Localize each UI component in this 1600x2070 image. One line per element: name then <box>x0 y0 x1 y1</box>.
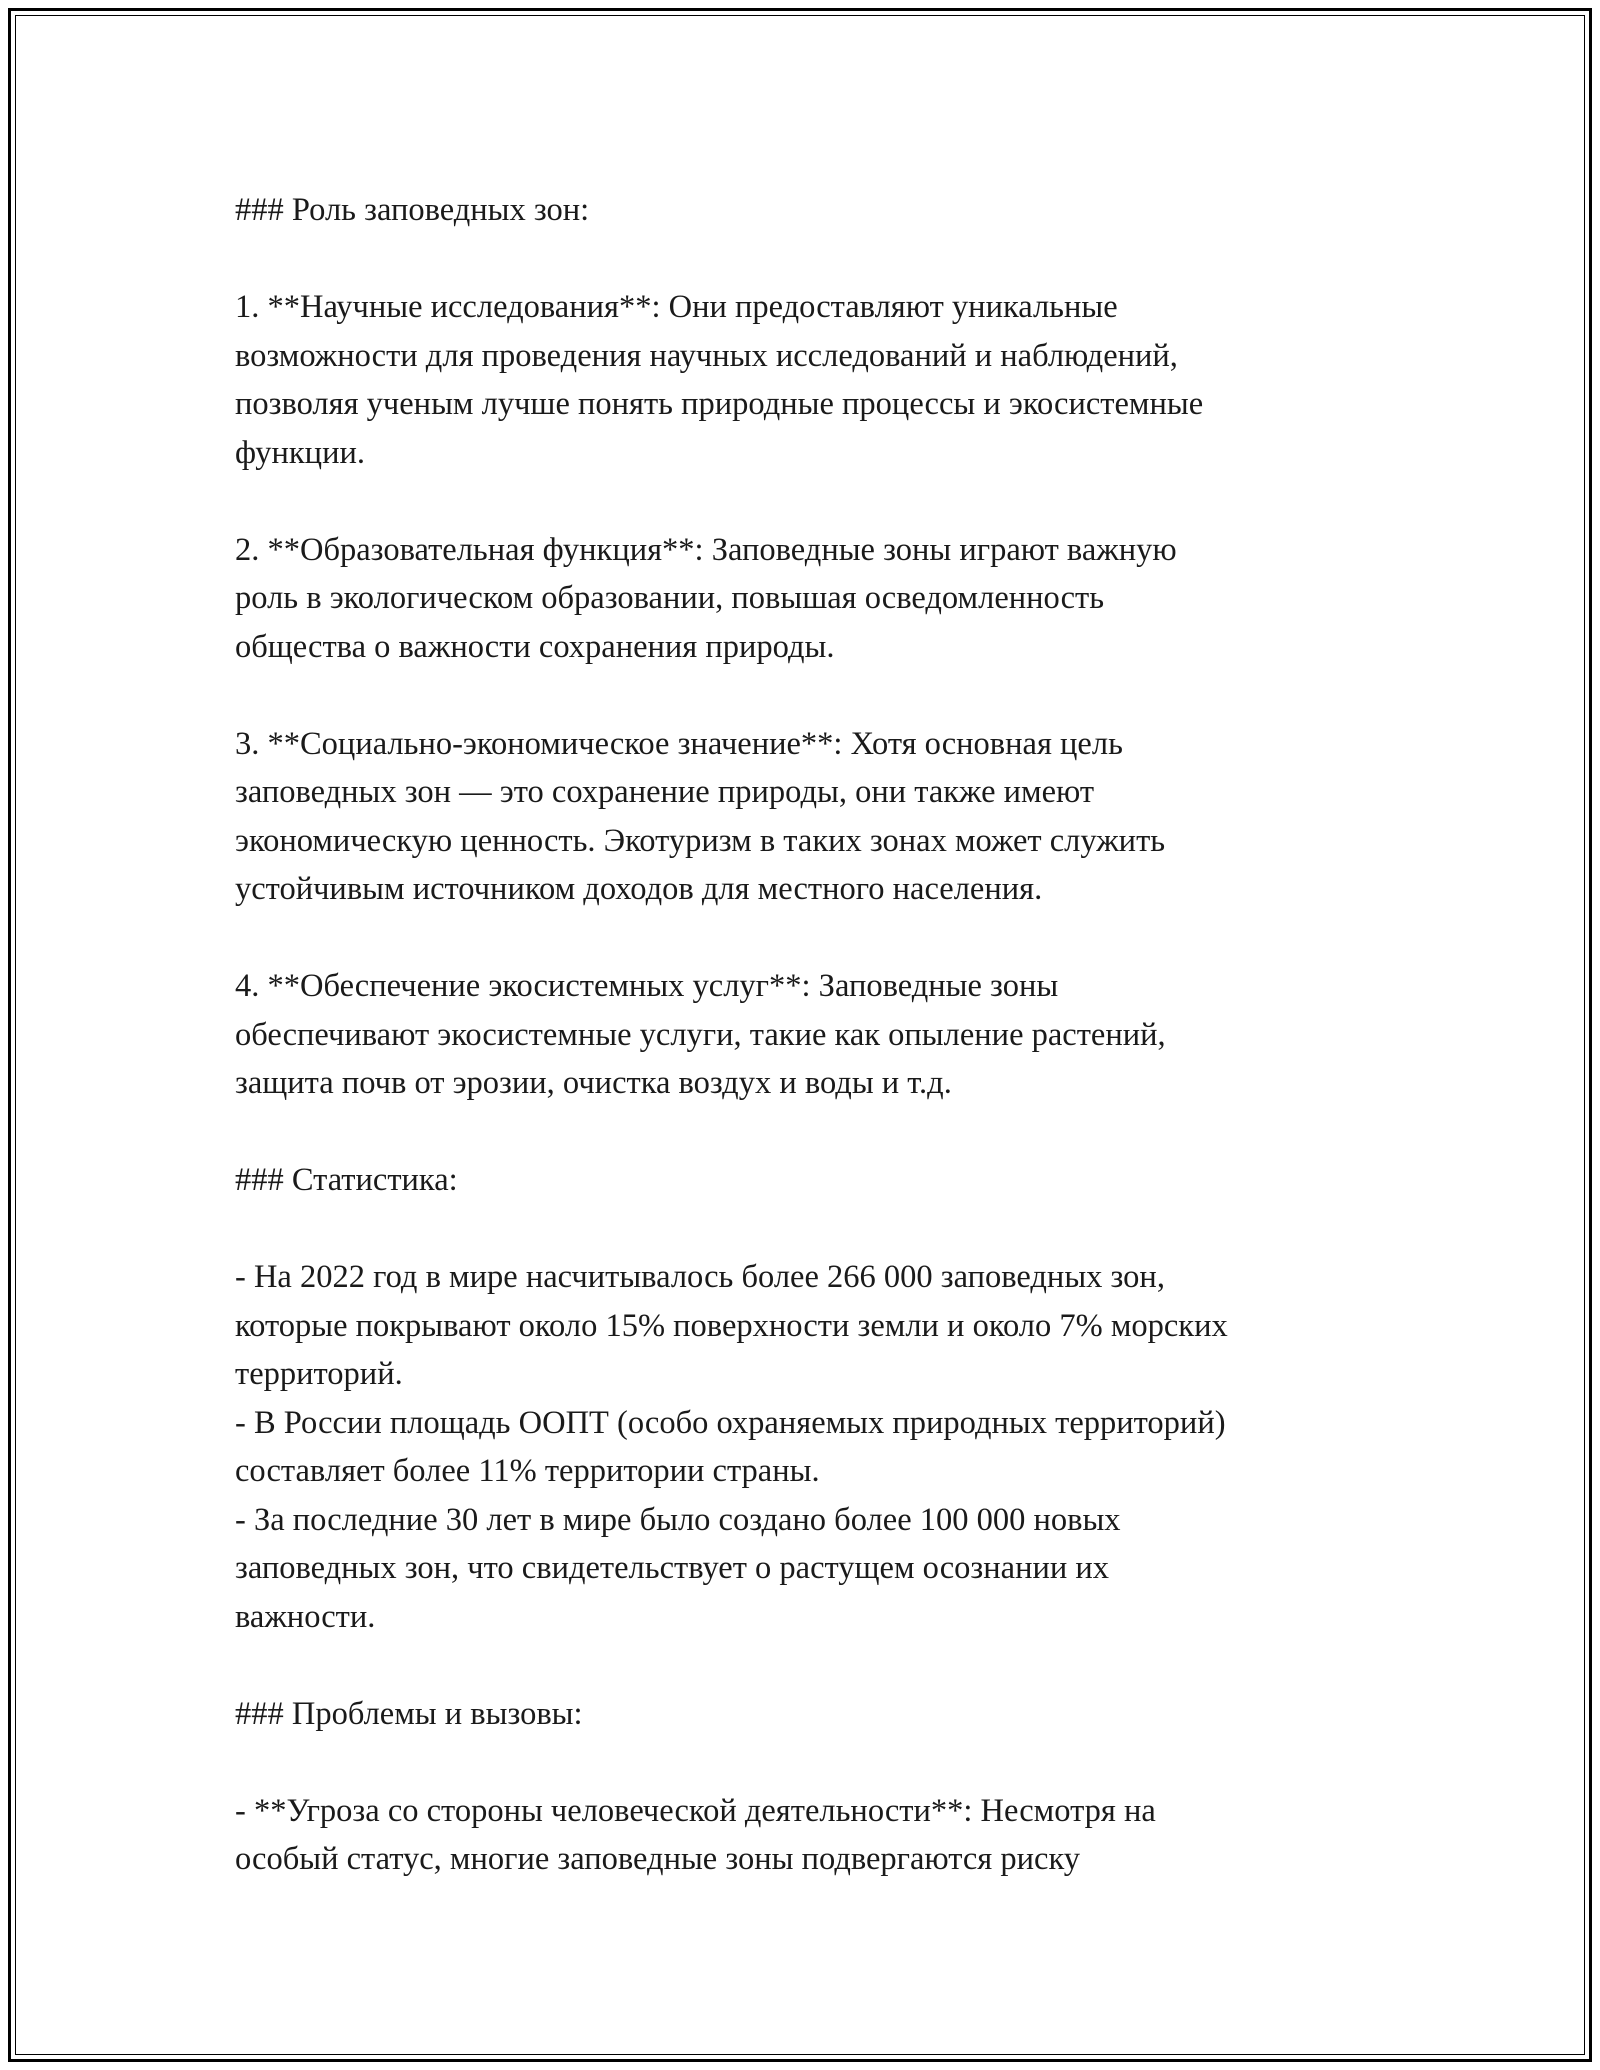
heading-statistics <box>235 1156 1395 1205</box>
heading-problems-text: ### Проблемы и вызовы: <box>235 1695 583 1732</box>
paragraph-line: защита почв от эрозии, очистка воздух и воды и т.д. <box>235 1065 952 1101</box>
paragraph-line: общества о важности сохранения природы. <box>235 628 835 665</box>
problem-line: особый статус, многие заповедные зоны подвергаются риску <box>235 1841 1081 1877</box>
stat-line: - В России площадь ООПТ (особо охраняемых природных территорий) <box>235 1404 1226 1441</box>
problem-line: - **Угроза со стороны человеческой деятельности**: Несмотря на <box>235 1792 1156 1829</box>
stat-line: территорий. <box>235 1356 403 1392</box>
list-item-educational-function <box>235 526 1395 672</box>
stat-line: важности. <box>235 1598 376 1635</box>
list-item-scientific-research <box>235 283 1395 477</box>
paragraph-line: позволяя ученым лучше понять природные процессы и экосистемные <box>235 386 1204 422</box>
statistics-list <box>235 1253 1395 1641</box>
stat-line: - За последние 30 лет в мире было создано более 100 000 новых <box>235 1501 1121 1538</box>
heading-role-text: ### Роль заповедных зон: <box>235 192 590 228</box>
stat-line: составляет более 11% территории страны. <box>235 1453 820 1489</box>
heading-statistics-text: ### Статистика: <box>235 1162 458 1198</box>
list-item-socio-economic <box>235 720 1395 914</box>
document-body <box>235 186 1395 1884</box>
paragraph-line: роль в экологическом образовании, повышая осведомленность <box>235 580 1105 616</box>
paragraph-line: обеспечивают экосистемные услуги, такие как опыление растений, <box>235 1016 1166 1053</box>
paragraph-line: 2. **Образовательная функция**: Заповедные зоны играют важную <box>235 531 1177 568</box>
problems-list <box>235 1787 1395 1884</box>
paragraph-line: экономическую ценность. Экотуризм в таких зонах может служить <box>235 822 1166 859</box>
paragraph-line: заповедных зон — это сохранение природы, они также имеют <box>235 774 1095 810</box>
stat-line: которые покрывают около 15% поверхности земли и около 7% морских <box>235 1307 1228 1344</box>
heading-problems <box>235 1690 1395 1739</box>
list-item-ecosystem-services <box>235 962 1395 1108</box>
paragraph-line: функции. <box>235 434 365 471</box>
stat-line: - На 2022 год в мире насчитывалось более 266 000 заповедных зон, <box>235 1259 1165 1295</box>
paragraph-line: 1. **Научные исследования**: Они предоставляют уникальные <box>235 289 1118 325</box>
paragraph-line: 3. **Социально-экономическое значение**: Хотя основная цель <box>235 725 1123 762</box>
paragraph-line: возможности для проведения научных исследований и наблюдений, <box>235 337 1178 374</box>
paragraph-line: устойчивым источником доходов для местного населения. <box>235 871 1043 907</box>
stat-line: заповедных зон, что свидетельствует о растущем осознании их <box>235 1550 1110 1586</box>
heading-role <box>235 186 1395 235</box>
paragraph-line: 4. **Обеспечение экосистемных услуг**: Заповедные зоны <box>235 968 1059 1004</box>
